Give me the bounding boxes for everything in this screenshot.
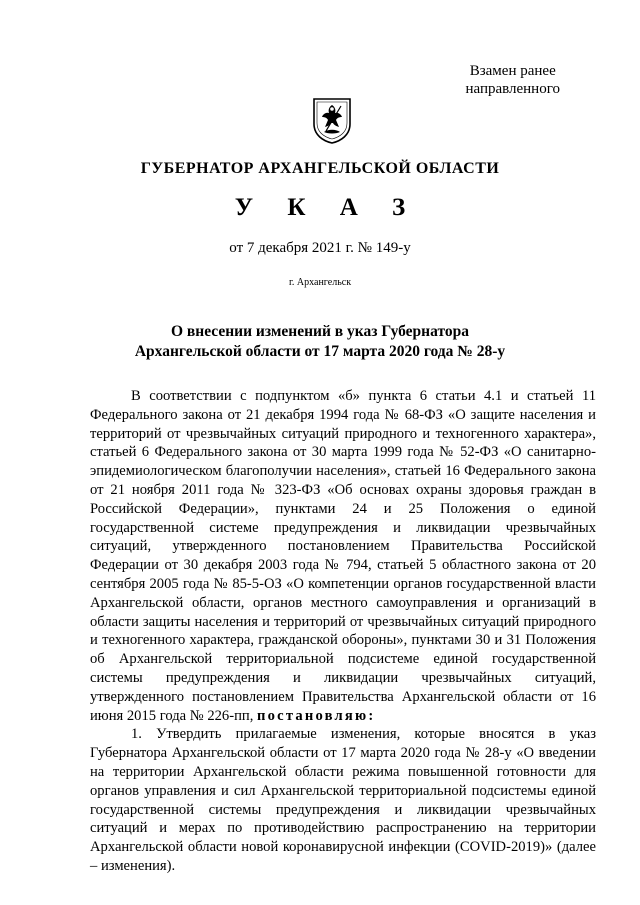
preamble-paragraph <box>90 387 596 725</box>
document-date-number: от 7 декабря 2021 г. № 149-у <box>229 240 411 256</box>
document-title-line1: О внесении изменений в указ Губернатора <box>171 323 469 340</box>
replacement-note-line2: направленного <box>465 81 560 97</box>
document-city: г. Архангельск <box>288 277 352 288</box>
coat-of-arms-archangel-icon <box>311 96 353 144</box>
document-body <box>90 387 596 876</box>
clause-1-paragraph: 1. Утвердить прилагаемые изменения, которые вносятся в указ Губернатора Архангельской области от 17 марта 2020 года № 28-у «О введении на территории Архангельской области режима повышенной готовности для органов управления и сил Архангельской территориальной подсистемы единой государственной системы предупреждения и ликвидации чрезвычайных ситуаций и мерах по противодействию распространению на территории Архангельской области новой коронавирусной инфекции (COVID-2019)» (далее – изменения). <box>90 726 596 874</box>
document-title <box>0 322 640 362</box>
replacement-note <box>465 62 560 98</box>
preamble-text: В соответствии с подпунктом «б» пункта 6 статьи 4.1 и статьей 11 Федерального закона от 21 декабря 1994 года № 68-ФЗ «О защите населения и территорий от чрезвычайных ситуаций природного и техногенного характера», статьей 6 Федерального закона от 30 марта 1999 года № 52-ФЗ «О санитарно-эпидемиологическом благополучии населения», статьей 16 Федерального закона от 21 ноября 2011 года № 323-ФЗ «Об основах охраны здоровья граждан в Российской Федерации», пунктами 24 и 25 Положения о единой государственной системе предупреждения и ликвидации чрезвычайных ситуаций, утвержденного постановлением Правительства Российской Федерации от 30 декабря 2003 года № 794, статьей 5 областного закона от 20 сентября 2005 года № 85-5-ОЗ «О компетенции органов государственной власти Архангельской области, органов местного самоуправления и организаций в области защиты населения и территорий от чрезвычайных ситуаций природного и техногенного характера, гражданской обороны», пунктами 30 и 31 Положения об Архангельской территориальной подсистеме единой государственной системы предупреждения и ликвидации чрезвычайных ситуаций, утвержденного постановлением Правительства Архангельской области от 16 июня 2015 года № 226-пп, <box>90 388 596 724</box>
authority-heading: ГУБЕРНАТОР АРХАНГЕЛЬСКОЙ ОБЛАСТИ <box>140 160 500 177</box>
decree-word: постановляю: <box>257 707 376 724</box>
document-type: У К А З <box>234 194 420 221</box>
replacement-note-line1: Взамен ранее <box>469 63 556 79</box>
document-title-line2: Архангельской области от 17 марта 2020 года № 28-у <box>134 343 506 360</box>
